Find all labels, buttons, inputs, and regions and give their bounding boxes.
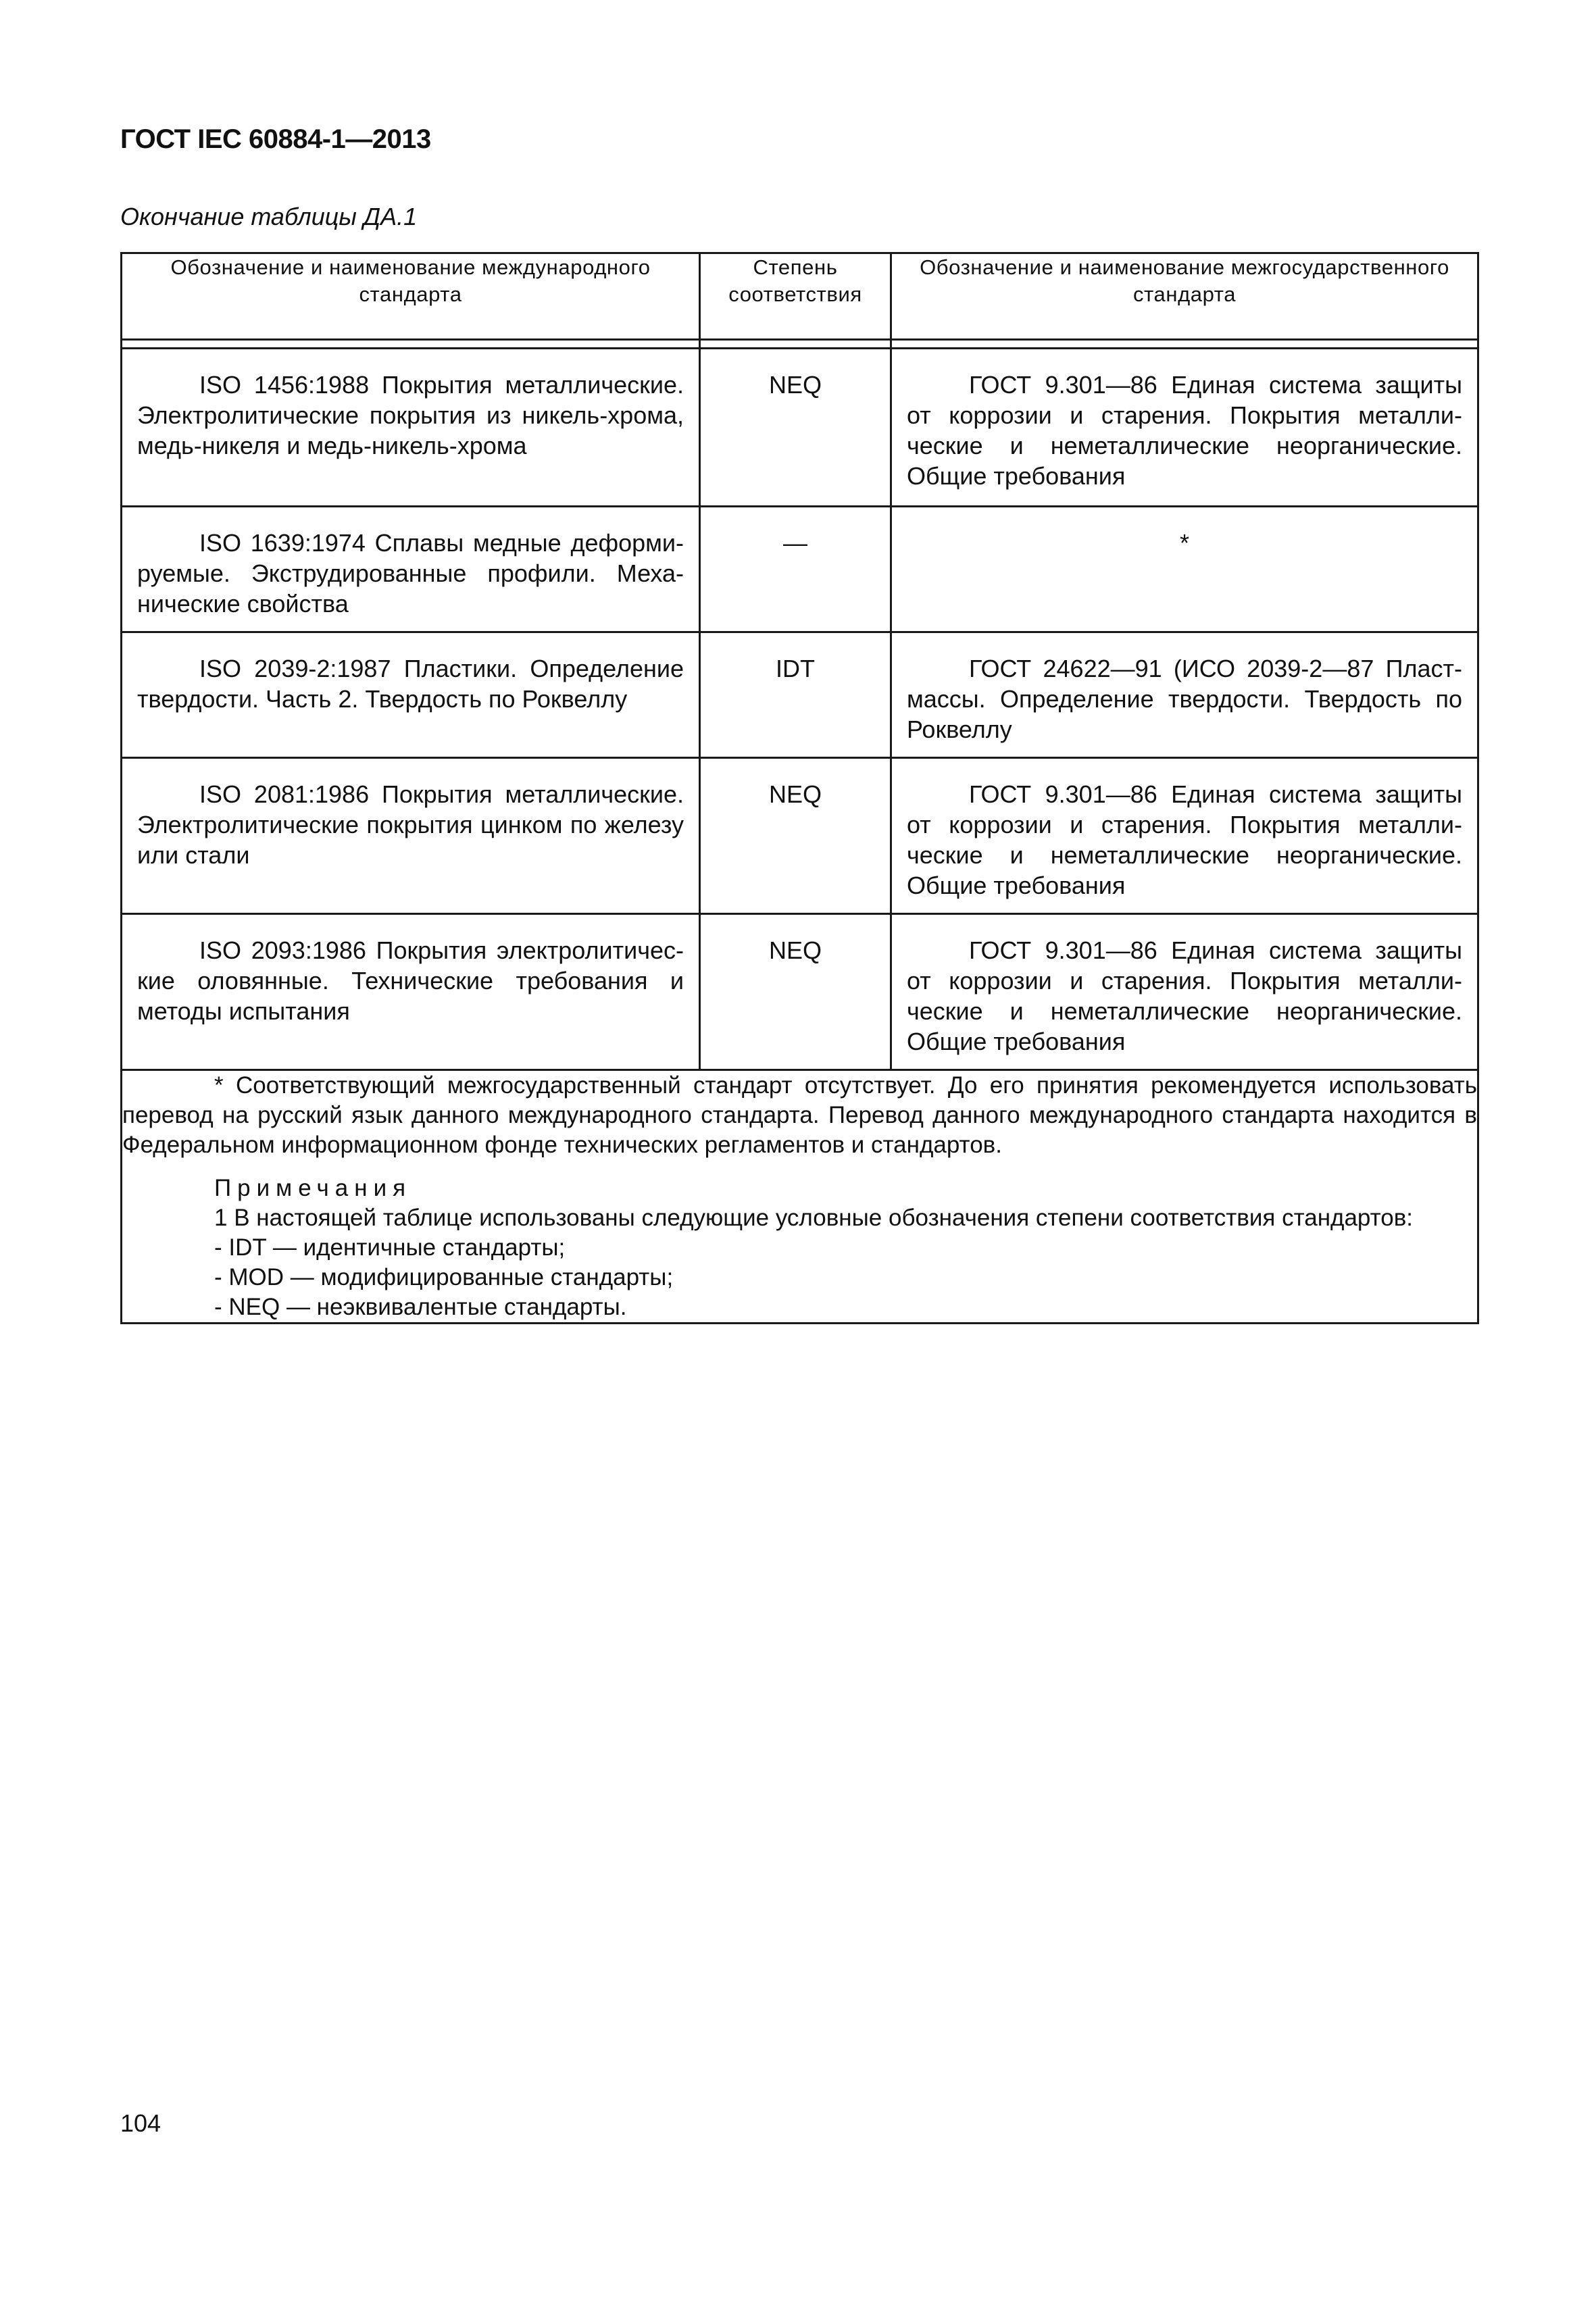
interstate-standard-cell: ГОСТ 9.301—86 Единая система защиты от коррозии и старения. Покрытия металлические и неметаллические неорганические. Общие требования xyxy=(891,914,1478,1070)
table-header-row xyxy=(122,253,1478,340)
notes-item-mod: - MOD — модифицированные стандарты; xyxy=(214,1264,674,1290)
intl-standard-cell: ISO 1639:1974 Сплавы медные деформируемые. Экструдированные профили. Механические свойства xyxy=(122,507,700,632)
header-interstate-standard: Обозначение и наименование межгосударственного стандарта xyxy=(891,253,1478,340)
table-row xyxy=(122,507,1478,632)
table-caption: Окончание таблицы ДА.1 xyxy=(120,203,418,230)
header-international-standard: Обозначение и наименование международного стандарта xyxy=(122,253,700,340)
degree-cell: NEQ xyxy=(700,914,891,1070)
table-row xyxy=(122,758,1478,914)
interstate-standard-cell: ГОСТ 9.301—86 Единая система защиты от коррозии и старения. Покрытия металлические и неметаллические неорганические. Общие требования xyxy=(891,758,1478,914)
notes-intro: 1 В настоящей таблице использованы следующие условные обозначения степени соответствия стандартов: xyxy=(214,1205,1414,1231)
degree-cell: — xyxy=(700,507,891,632)
table-row xyxy=(122,632,1478,758)
notes-item-neq: - NEQ — неэквивалентые стандарты. xyxy=(214,1294,627,1320)
header-separator-row xyxy=(122,340,1478,349)
intl-standard-cell: ISO 2039-2:1987 Пластики. Определение твердости. Часть 2. Твердость по Роквеллу xyxy=(122,632,700,758)
degree-cell: IDT xyxy=(700,632,891,758)
table-row xyxy=(122,914,1478,1070)
notes-item-idt: - IDT — идентичные стандарты; xyxy=(214,1234,566,1261)
notes-row xyxy=(122,1070,1478,1324)
table-footnote: * Соответствующий межгосударственный стандарт отсутствует. До его принятия рекомендуется использовать перевод на русский язык данного международного стандарта. Перевод данного международного стандарта находится в Федеральном информационном фонде технических регламентов и стандартов. xyxy=(122,1072,1477,1158)
interstate-standard-cell: ГОСТ 9.301—86 Единая система защиты от коррозии и старения. Покрытия металлические и неметаллические неорганические. Общие требования xyxy=(891,349,1478,507)
document-code: ГОСТ IEC 60884-1—2013 xyxy=(120,124,431,154)
intl-standard-cell: ISO 1456:1988 Покрытия металлические. Электролитические покрытия из никель-хрома, медь-никеля и медь-никель-хрома xyxy=(122,349,700,507)
notes-title: Примечания xyxy=(214,1175,412,1201)
header-degree-of-correspondence: Степень соответствия xyxy=(700,253,891,340)
intl-standard-cell: ISO 2081:1986 Покрытия металлические. Электролитические покрытия цинком по железу или стали xyxy=(122,758,700,914)
degree-cell: NEQ xyxy=(700,349,891,507)
correspondence-table xyxy=(120,252,1479,1324)
interstate-standard-cell: ГОСТ 24622—91 (ИСО 2039-2—87 Пластмассы. Определение твердости. Твердость по Роквеллу xyxy=(891,632,1478,758)
intl-standard-cell: ISO 2093:1986 Покрытия электролитические оловянные. Технические требования и методы испытания xyxy=(122,914,700,1070)
interstate-standard-cell: * xyxy=(891,507,1478,632)
degree-cell: NEQ xyxy=(700,758,891,914)
table-row xyxy=(122,349,1478,507)
page-number: 104 xyxy=(120,2109,161,2137)
notes-cell xyxy=(122,1070,1478,1324)
